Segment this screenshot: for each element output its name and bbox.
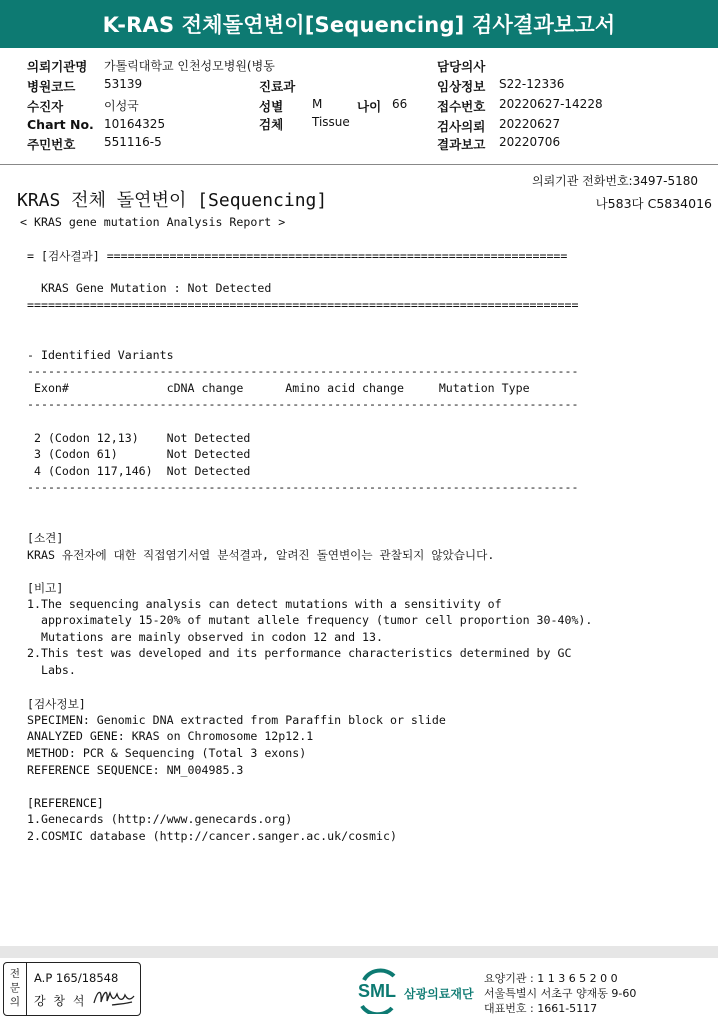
report-line: approximately 15-20% of mutant allele frequency (tumor cell proportion 30-40%).	[27, 613, 593, 628]
report-line: 3 (Codon 61) Not Detected	[27, 447, 251, 462]
report-line: Labs.	[27, 663, 76, 677]
report-line: 1.Genecards (http://www.genecards.org)	[27, 812, 293, 827]
report-line: KRAS 유전자에 대한 직접염기서열 분석결과, 알려진 돌연변이는 관찰되지 않았습니다.	[27, 547, 495, 562]
age-value: 66	[392, 97, 408, 111]
stamp-divider	[26, 963, 27, 1015]
patient-info-panel	[0, 52, 718, 165]
report-line: 2 (Codon 12,13) Not Detected	[27, 430, 251, 445]
report-title: KRAS 전체 돌연변이 [Sequencing]	[17, 190, 328, 211]
chart-no-label: Chart No.	[27, 117, 94, 132]
clinical-info-value: S22-12336	[499, 77, 565, 91]
agency-code: 요양기관 : 1 1 3 6 5 2 0 0	[484, 972, 618, 985]
report-line: Mutations are mainly observed in codon 12 and 13.	[27, 629, 383, 644]
report-line: [소견]	[27, 531, 64, 546]
request-date-label: 검사의뢰	[437, 119, 486, 134]
age-label: 나이	[357, 99, 382, 114]
report-header-title: K-RAS 전체돌연변이[Sequencing] 검사결과보고서	[102, 13, 616, 37]
report-line: - Identified Variants	[27, 347, 174, 362]
main-phone: 대표번호 : 1661-5117	[484, 1002, 598, 1015]
stamp-license-no: A.P 165/18548	[34, 971, 119, 985]
report-line: -------------------------------------------------------------------------------	[27, 364, 579, 379]
patient-name-label: 수진자	[27, 99, 64, 114]
report-line: 2.COSMIC database (http://cancer.sanger.ac.uk/cosmic)	[27, 829, 397, 843]
sml-org-name: 삼광의료재단	[404, 987, 474, 1001]
ward-code-label: 병원코드	[27, 79, 76, 94]
specimen-value: Tissue	[312, 115, 350, 129]
report-line: REFERENCE SEQUENCE: NM_004985.3	[27, 762, 244, 777]
pathologist-stamp	[3, 962, 141, 1016]
sml-logo	[356, 968, 480, 1014]
rrn-label: 주민번호	[27, 137, 76, 152]
sex-label: 성별	[259, 99, 284, 114]
report-line: ANALYZED GENE: KRAS on Chromosome 12p12.1	[27, 729, 314, 744]
report-date-value: 20220706	[499, 135, 561, 149]
specimen-label: 검체	[259, 117, 284, 132]
chart-no-value: 10164325	[104, 117, 166, 131]
report-line: ===============================================================================	[27, 297, 579, 312]
signature-icon	[92, 985, 136, 1009]
report-line: [REFERENCE]	[27, 795, 104, 810]
specimen-code: 나583다 C5834016	[595, 196, 712, 211]
report-line: = [검사결과] ==================================================================	[27, 249, 568, 263]
receipt-no-label: 접수번호	[437, 99, 486, 114]
sex-value: M	[312, 97, 323, 111]
ward-code-value: 53139	[104, 77, 143, 91]
footer-band	[0, 946, 718, 958]
patient-name-value: 이성국	[104, 99, 139, 113]
receipt-no-value: 20220627-14228	[499, 97, 603, 111]
report-line: [검사정보]	[27, 697, 86, 712]
institution-value: 가톨릭대학교 인천성모병원(병동	[104, 59, 275, 73]
stamp-title: 전문의	[9, 968, 21, 1008]
report-line: [비고]	[27, 581, 64, 595]
stamp-name: 강 창 석	[34, 994, 87, 1008]
report-line: SPECIMEN: Genomic DNA extracted from Paraffin block or slide	[27, 712, 446, 727]
dept-label: 진료과	[259, 79, 296, 94]
institution-phone: 의뢰기관 전화번호:3497-5180	[531, 174, 698, 188]
clinical-info-label: 임상정보	[437, 79, 486, 94]
report-line: -------------------------------------------------------------------------------	[27, 397, 579, 412]
sml-logo-text: SML	[358, 981, 396, 1001]
report-subtitle: < KRAS gene mutation Analysis Report >	[20, 215, 286, 229]
report-line: KRAS Gene Mutation : Not Detected	[27, 281, 272, 296]
doctor-label: 담당의사	[437, 59, 486, 74]
report-date-label: 결과보고	[437, 137, 486, 152]
rrn-value: 551116-5	[104, 135, 162, 149]
report-line: 2.This test was developed and its performance characteristics determined by GC	[27, 646, 572, 661]
report-line: -------------------------------------------------------------------------------	[27, 480, 579, 495]
report-line: 1.The sequencing analysis can detect mutations with a sensitivity of	[27, 596, 502, 611]
request-date-value: 20220627	[499, 117, 561, 131]
institution-label: 의뢰기관명	[27, 59, 88, 74]
address: 서울특별시 서초구 양재동 9-60	[484, 987, 637, 1000]
report-line: Exon# cDNA change Amino acid change Mutation Type	[27, 380, 530, 395]
report-line: 4 (Codon 117,146) Not Detected	[27, 463, 251, 478]
report-line: METHOD: PCR & Sequencing (Total 3 exons)	[27, 746, 307, 760]
report-header	[0, 0, 718, 48]
